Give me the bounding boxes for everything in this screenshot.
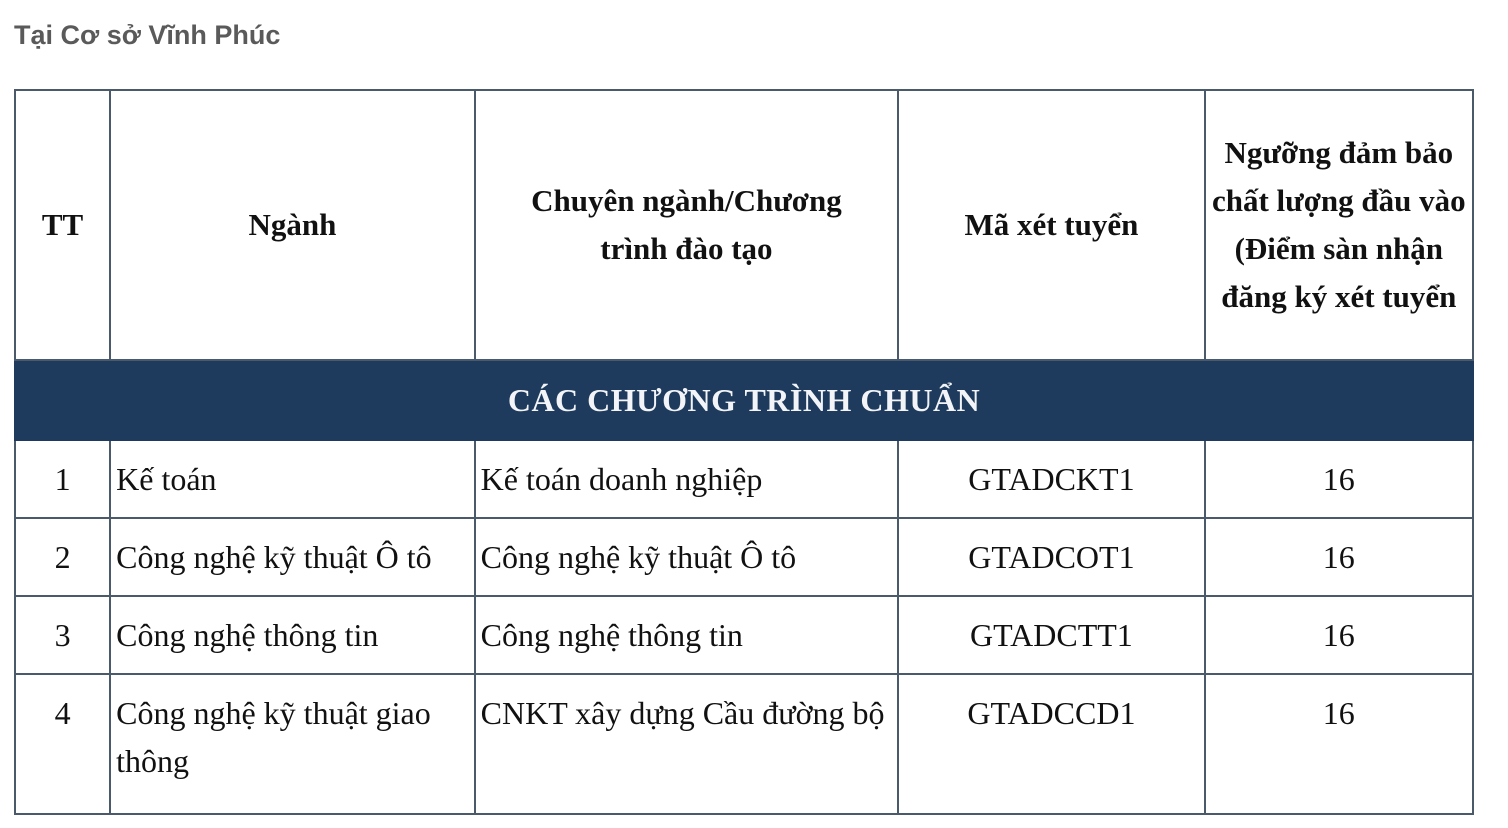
header-tt: TT xyxy=(15,90,110,360)
cell-tt: 2 xyxy=(15,518,110,596)
header-row xyxy=(15,90,1473,360)
cell-diem: 16 xyxy=(1205,440,1473,518)
campus-heading: Tại Cơ sở Vĩnh Phúc xyxy=(14,20,281,50)
cell-chuyen-nganh: Công nghệ thông tin xyxy=(475,596,899,674)
header-ma-xet-tuyen: Mã xét tuyển xyxy=(898,90,1204,360)
cell-chuyen-nganh: Công nghệ kỹ thuật Ô tô xyxy=(475,518,899,596)
cell-diem: 16 xyxy=(1205,596,1473,674)
cell-diem: 16 xyxy=(1205,674,1473,814)
section-row xyxy=(15,360,1473,440)
cell-tt: 3 xyxy=(15,596,110,674)
section-title: CÁC CHƯƠNG TRÌNH CHUẨN xyxy=(15,360,1473,440)
cell-diem: 16 xyxy=(1205,518,1473,596)
cell-tt: 1 xyxy=(15,440,110,518)
table-row xyxy=(15,674,1473,814)
cell-chuyen-nganh: CNKT xây dựng Cầu đường bộ xyxy=(475,674,899,814)
cell-tt: 4 xyxy=(15,674,110,814)
cell-chuyen-nganh: Kế toán doanh nghiệp xyxy=(475,440,899,518)
admissions-table xyxy=(14,89,1474,815)
header-chuyen-nganh: Chuyên ngành/Chương trình đào tạo xyxy=(475,90,899,360)
cell-nganh: Công nghệ thông tin xyxy=(110,596,475,674)
cell-ma-xet-tuyen: GTADCTT1 xyxy=(898,596,1204,674)
table-row xyxy=(15,596,1473,674)
cell-nganh: Công nghệ kỹ thuật giao thông xyxy=(110,674,475,814)
header-nguong: Ngưỡng đảm bảo chất lượng đầu vào (Điểm sàn nhận đăng ký xét tuyển xyxy=(1205,90,1473,360)
cell-ma-xet-tuyen: GTADCCD1 xyxy=(898,674,1204,814)
table-row xyxy=(15,440,1473,518)
table-row xyxy=(15,518,1473,596)
header-nganh: Ngành xyxy=(110,90,475,360)
cell-ma-xet-tuyen: GTADCKT1 xyxy=(898,440,1204,518)
cell-nganh: Kế toán xyxy=(110,440,475,518)
cell-nganh: Công nghệ kỹ thuật Ô tô xyxy=(110,518,475,596)
cell-ma-xet-tuyen: GTADCOT1 xyxy=(898,518,1204,596)
